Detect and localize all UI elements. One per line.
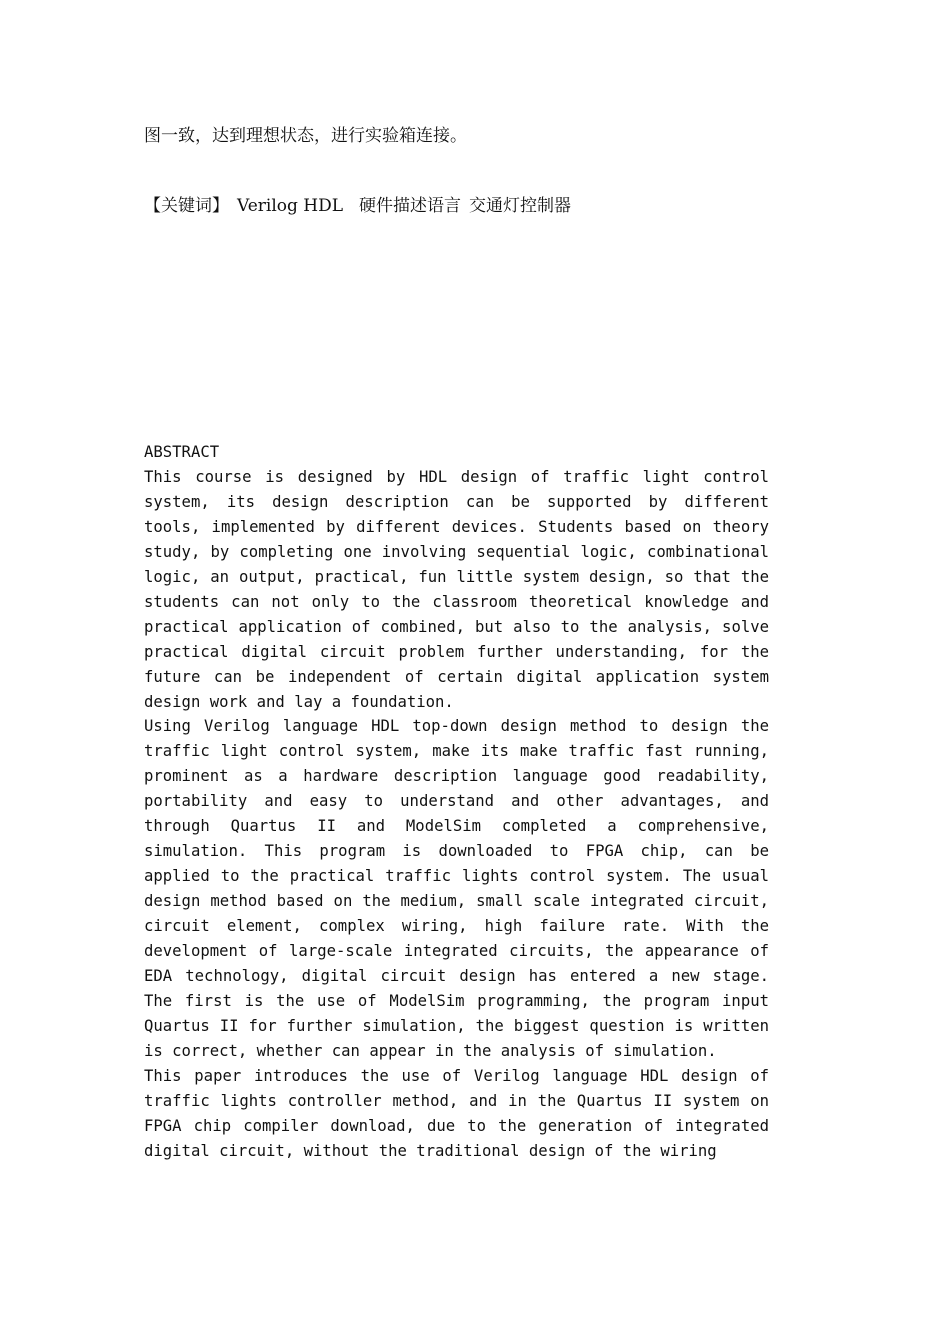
abstract-heading: ABSTRACT: [144, 443, 220, 461]
abstract-paragraph: This course is designed by HDL design of traffic light control system, its design description can be supported by different tools, implemented by different devices. Students based on theory study, by completing one involving sequential logic, combinational logic, an output, practical, fun little system design, so that the students can not only to the classroom theoretical knowledge and practical application of combined, but also to the analysis, solve practical digital circuit problem further understanding, for the future can be independent of certain digital application system design work and lay a foundation.: [144, 467, 769, 711]
keywords-label: 【关键词】: [144, 196, 229, 216]
intro-continuation-text: 图一致，达到理想状态，进行实验箱连接。: [144, 126, 467, 146]
keywords-line: [144, 194, 784, 219]
keyword-term: Verilog HDL: [237, 196, 344, 216]
abstract-paragraph: Using Verilog language HDL top-down design method to design the traffic light control system, make its make traffic fast running, prominent as a hardware description language good readability, portability and easy to understand and other advantages, and through Quartus II and ModelSim completed a comprehensive, simulation. This program is downloaded to FPGA chip, can be applied to the practical traffic lights control system. The usual design method based on the medium, small scale integrated circuit, circuit element, complex wiring, high failure rate. With the development of large-scale integrated circuits, the appearance of EDA technology, digital circuit design has entered a new stage. The first is the use of ModelSim programming, the program input Quartus II for further simulation, the biggest question is written is correct, whether can appear in the analysis of simulation.: [144, 717, 769, 1060]
abstract-paragraph: This paper introduces the use of Verilog language HDL design of traffic lights controller method, and in the Quartus II system on FPGA chip compiler download, due to the generation of integrated digital circuit, without the traditional design of the wiring: [144, 1066, 769, 1160]
abstract-section: [144, 440, 769, 1164]
keyword-term: 交通灯控制器: [469, 196, 572, 216]
keyword-term: 硬件描述语言: [359, 196, 462, 216]
